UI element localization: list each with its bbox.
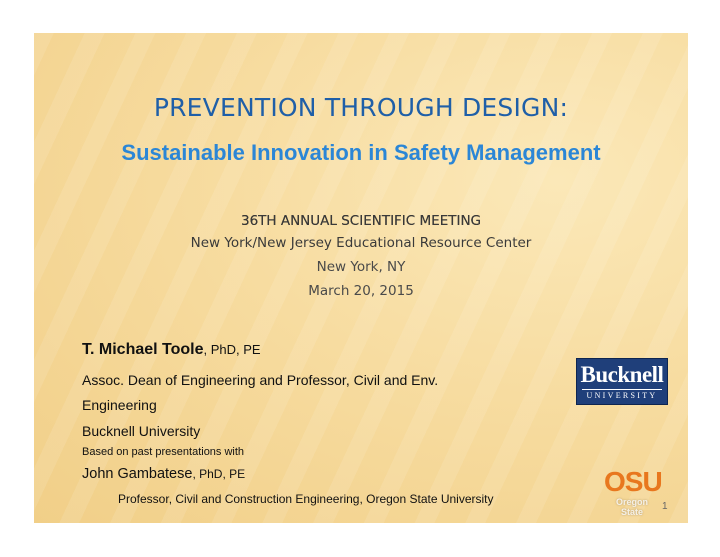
- page-number: 1: [662, 501, 668, 512]
- presenter-title-line1: Assoc. Dean of Engineering and Professor, Civil and Env.: [82, 372, 439, 388]
- slide-title: PREVENTION THROUGH DESIGN:: [153, 93, 569, 122]
- osu-logo: [604, 467, 660, 519]
- presenter-title-line2: Engineering: [82, 397, 157, 413]
- bucknell-logo-sub: UNIVERSITY: [582, 389, 662, 402]
- meeting-location: New York, NY: [316, 259, 406, 275]
- coauthor-name-line: [82, 466, 245, 482]
- osu-logo-letters: OSU: [604, 466, 662, 497]
- bucknell-logo-name: Bucknell: [580, 362, 664, 387]
- slide-subtitle: Sustainable Innovation in Safety Management: [121, 140, 601, 165]
- presenter-name: T. Michael Toole: [82, 341, 204, 358]
- based-on-note: Based on past presentations with: [82, 446, 245, 458]
- presenter-name-line: [82, 341, 261, 359]
- meeting-date: March 20, 2015: [308, 283, 414, 299]
- coauthor-name: John Gambatese: [82, 466, 193, 482]
- coauthor-title: Professor, Civil and Construction Engineering, Oregon State University: [118, 492, 494, 506]
- bucknell-logo: [576, 358, 668, 405]
- presenter-university: Bucknell University: [82, 423, 201, 439]
- meeting-name: 36TH ANNUAL SCIENTIFIC MEETING: [240, 213, 482, 229]
- presenter-credentials: , PhD, PE: [203, 342, 261, 357]
- coauthor-credentials: , PhD, PE: [192, 467, 246, 481]
- slide: [34, 33, 688, 523]
- osu-logo-text: Oregon State: [615, 497, 648, 517]
- meeting-organizer: New York/New Jersey Educational Resource Center: [190, 235, 532, 251]
